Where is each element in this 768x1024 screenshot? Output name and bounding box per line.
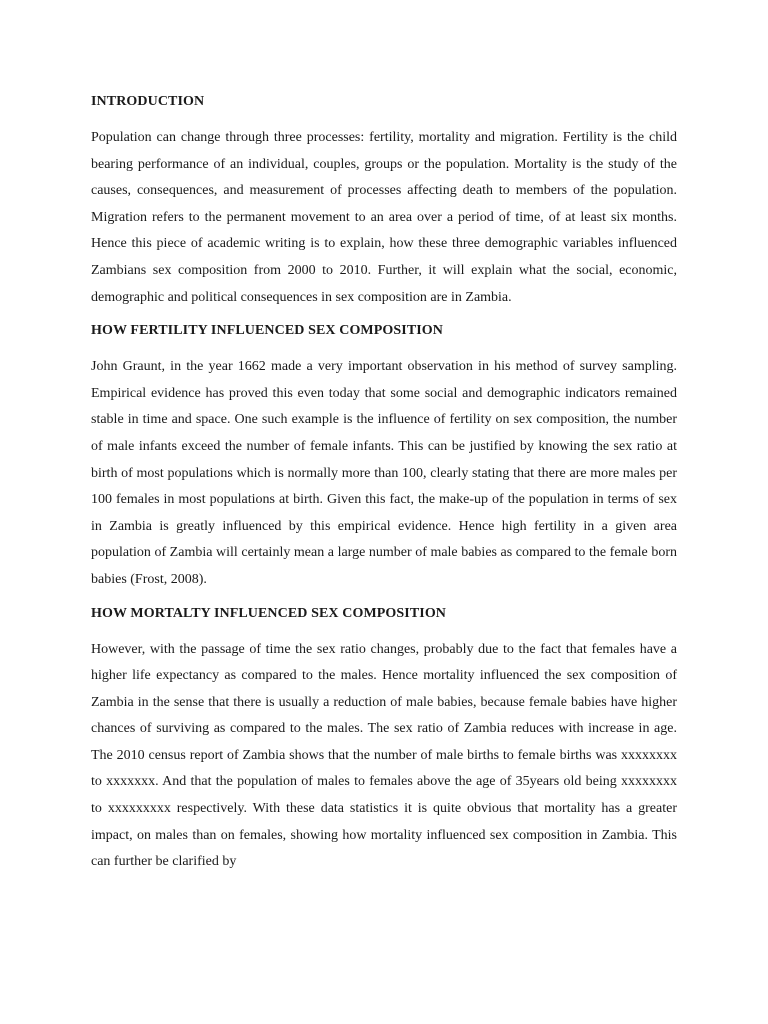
section-paragraph-mortality: However, with the passage of time the sex ratio changes, probably due to the fact that females have a higher life expectancy as compared to the males. Hence mortality influenced the sex composition of Zambia in the sense that there is usually a reduction of male babies, because female babies have higher chances of surviving as compared to the males. The sex ratio of Zambia reduces with increase in age. The 2010 census report of Zambia shows that the number of male births to female births was xxxxxxxx to xxxxxxx. And that the population of males to females above the age of 35years old being xxxxxxxx to xxxxxxxxx respectively. With these data statistics it is quite obvious that mortality has a greater impact, on males than on females, showing how mortality influenced sex composition in Zambia. This can further be clarified by xyxy=(91,641,677,870)
section-heading-introduction: INTRODUCTION xyxy=(91,94,205,109)
section-paragraph-introduction: Population can change through three processes: fertility, mortality and migration. Fertility is the child bearing performance of an individual, couples, groups or the population. Mortality is the study of the causes, consequences, and measurement of processes affecting death to members of the population. Migration refers to the permanent movement to an area over a period of time, of at least six months. Hence this piece of academic writing is to explain, how these three demographic variables influenced Zambians sex composition from 2000 to 2010. Further, it will explain what the social, economic, demographic and political consequences in sex composition are in Zambia. xyxy=(91,130,677,305)
section-heading-fertility: HOW FERTILITY INFLUENCED SEX COMPOSITION xyxy=(91,323,444,339)
document-page xyxy=(91,92,677,876)
section-paragraph-fertility: John Graunt, in the year 1662 made a very important observation in his method of survey sampling. Empirical evidence has proved this even today that some social and demographic indicators remained stable in time and space. One such example is the influence of fertility on sex composition, the number of male infants exceed the number of female infants. This can be justified by knowing the sex ratio at birth of most populations which is normally more than 100, clearly stating that there are more males per 100 females in most populations at birth. Given this fact, the make-up of the population in terms of sex in Zambia is greatly influenced by this empirical evidence. Hence high fertility in a given area population of Zambia will certainly mean a large number of male babies as compared to the female born babies (Frost, 2008). xyxy=(91,359,677,587)
section-heading-mortality: HOW MORTALTY INFLUENCED SEX COMPOSITION xyxy=(91,605,447,621)
